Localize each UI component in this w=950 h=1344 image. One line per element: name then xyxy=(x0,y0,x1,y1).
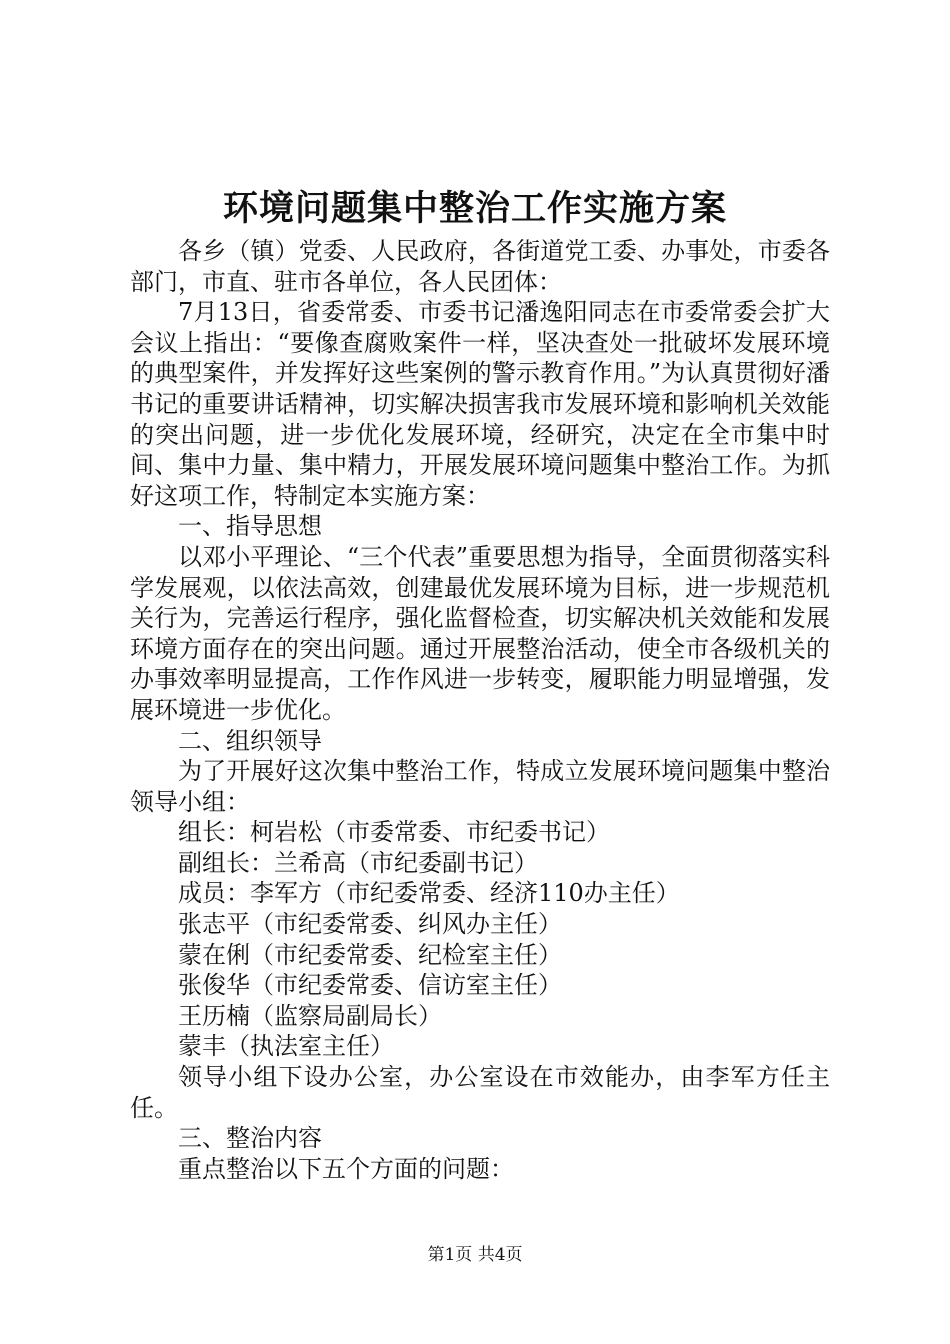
member-line: 张俊华（市纪委常委、信访室主任） xyxy=(178,971,562,1000)
member-line: 成员：李军方（市纪委常委、经济110办主任） xyxy=(178,879,680,908)
paragraph-intro: 7月13日，省委常委、市委书记潘逸阳同志在市委常委会扩大会议上指出：“要像查腐败案件一样，坚决查处一批破坏发展环境的典型案件，并发挥好这些案例的警示教育作用。”为认真贯彻好潘书记的重要讲话精神，切实解决损害我市发展环境和影响机关效能的突出问题，进一步优化发展环境，经研究，决定在全市集中时间、集中力量、集中精力，开展发展环境问题集中整治工作。为抓好这项工作，特制定本实施方案： xyxy=(130,298,830,510)
member-line: 蒙在俐（市纪委常委、纪检室主任） xyxy=(178,940,562,969)
member-line: 组长：柯岩松（市委常委、市纪委书记） xyxy=(178,818,610,847)
member-line: 副组长：兰希高（市纪委副书记） xyxy=(178,848,538,877)
section-heading-guiding-ideology: 一、指导思想 xyxy=(178,512,322,541)
member-line: 张志平（市纪委常委、纠风办主任） xyxy=(178,910,562,939)
document-body xyxy=(130,236,830,1184)
page-number: 第1页 共4页 xyxy=(427,1245,523,1265)
paragraph-guiding-ideology: 以邓小平理论、“三个代表”重要思想为指导，全面贯彻落实科学发展观，以依法高效，创建最优发展环境为目标，进一步规范机关行为，完善运行程序，强化监督检查，切实解决机关效能和发展环境方面存在的突出问题。通过开展整治活动，使全市各级机关的办事效率明显提高，工作作风进一步转变，履职能力明显增强，发展环境进一步优化。 xyxy=(130,542,830,724)
document-title: 环境问题集中整治工作实施方案 xyxy=(222,188,727,229)
section-heading-content: 三、整治内容 xyxy=(178,1124,322,1153)
paragraph-office: 领导小组下设办公室，办公室设在市效能办，由李军方任主任。 xyxy=(130,1063,830,1122)
paragraph-content: 重点整治以下五个方面的问题： xyxy=(178,1154,514,1183)
member-line: 蒙丰（执法室主任） xyxy=(178,1032,394,1061)
paragraph-organization: 为了开展好这次集中整治工作，特成立发展环境问题集中整治领导小组： xyxy=(130,757,830,816)
paragraph-salutation: 各乡（镇）党委、人民政府，各街道党工委、办事处，市委各部门，市直、驻市各单位，各人民团体： xyxy=(130,237,830,296)
member-line: 王历楠（监察局副局长） xyxy=(178,1001,442,1030)
section-heading-organization: 二、组织领导 xyxy=(178,726,322,755)
